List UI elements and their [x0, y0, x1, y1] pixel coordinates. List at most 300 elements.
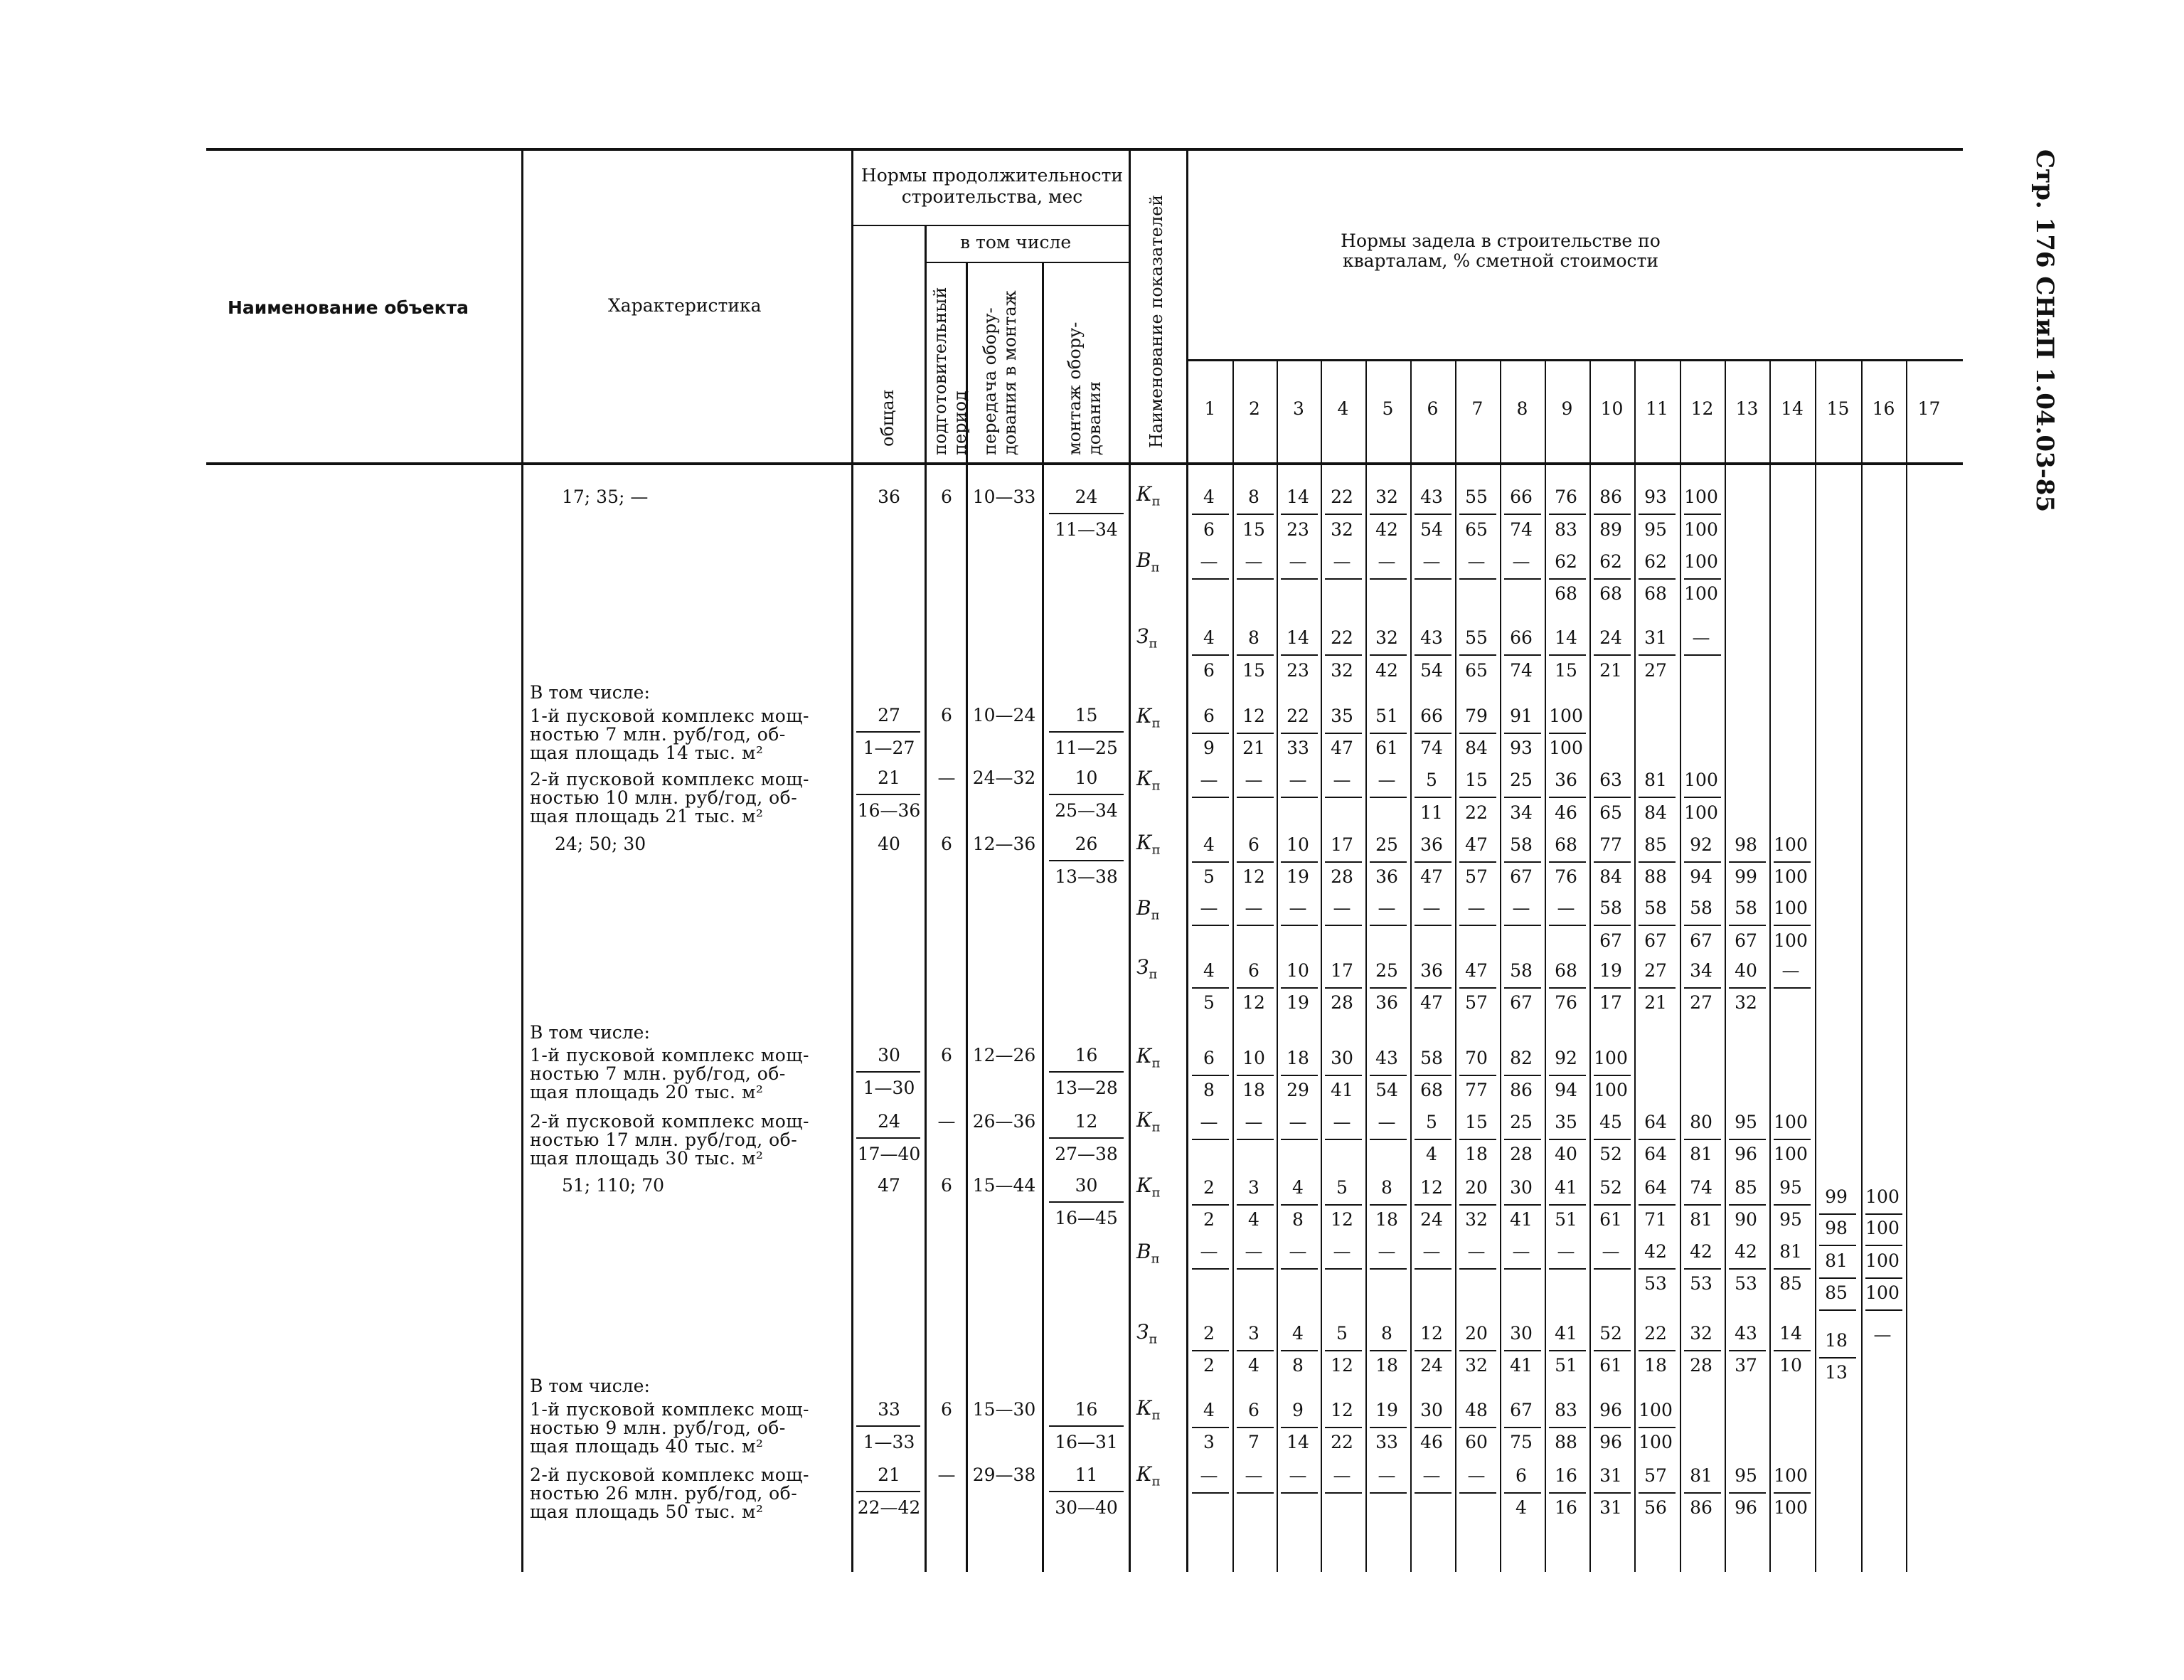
- cell-value: 32: [1375, 627, 1398, 648]
- cell-value: 47: [1331, 738, 1353, 758]
- cell-value: 81: [1644, 770, 1667, 790]
- cell-underline: [1281, 1350, 1318, 1351]
- cell-value: 57: [1465, 866, 1488, 887]
- incl-label: В том числе:: [530, 1376, 650, 1396]
- cell-value: 95: [1779, 1177, 1802, 1198]
- cell-value: 75: [1510, 1432, 1533, 1452]
- cell-value: 95: [1779, 1209, 1802, 1230]
- cell-underline: [1281, 1427, 1318, 1428]
- characteristic-line: ностью 26 млн. руб/год, об-: [530, 1483, 798, 1504]
- characteristic: 51; 110; 70: [562, 1175, 665, 1196]
- indicator-label: $К_п$: [1136, 767, 1161, 794]
- cell-underline: [1281, 1492, 1318, 1494]
- cell-value: 62: [1555, 551, 1577, 572]
- cell-value: —: [1333, 1241, 1351, 1262]
- cell-value: 6: [1203, 706, 1215, 726]
- cell-value: 100: [1774, 930, 1808, 951]
- cell-value: 4: [1248, 1209, 1259, 1230]
- cell-underline: [1504, 987, 1541, 989]
- cell-underline: [1325, 987, 1362, 989]
- cell-value: 18: [1825, 1330, 1848, 1351]
- transfer-value: 10—24: [972, 705, 1036, 725]
- body-quarter-vline: [1500, 464, 1501, 1572]
- cell-value: 32: [1331, 660, 1353, 681]
- cell-value: —: [1378, 1465, 1396, 1486]
- characteristic-line: 2-й пусковой комплекс мощ-: [530, 1464, 809, 1485]
- cell-value: 98: [1735, 834, 1757, 855]
- cell-underline: [1639, 1350, 1676, 1351]
- cell-value: —: [1289, 898, 1307, 918]
- cell-underline: [1281, 925, 1318, 926]
- cell-value: 15: [1242, 660, 1265, 681]
- cell-underline: [1639, 514, 1676, 515]
- cell-underline: [1504, 1139, 1541, 1140]
- prep-value: 6: [941, 1399, 952, 1420]
- cell-value: 19: [1287, 992, 1309, 1013]
- quarter-number: 1: [1204, 398, 1216, 419]
- quarter-vline: [1680, 361, 1681, 464]
- cell-value: 51: [1375, 706, 1398, 726]
- cell-value: —: [1512, 551, 1530, 572]
- cell-value: 52: [1599, 1323, 1622, 1344]
- cell-underline: [1415, 514, 1451, 515]
- cell-underline: [1774, 1268, 1811, 1270]
- cell-underline: [1549, 1204, 1586, 1206]
- cell-value: —: [1200, 1241, 1218, 1262]
- cell-underline: [1325, 578, 1362, 580]
- cell-underline: [1192, 514, 1229, 515]
- cell-value: 6: [1203, 519, 1215, 540]
- cell-underline: [1729, 1204, 1766, 1206]
- vline-ind-left: [1129, 149, 1131, 1572]
- cell-value: 10: [1287, 960, 1309, 981]
- total-underline: [856, 1425, 920, 1427]
- indicator-label: $К_п$: [1136, 1396, 1161, 1423]
- cell-underline: [1729, 1350, 1766, 1351]
- cell-value: 94: [1555, 1080, 1577, 1100]
- characteristic-line: щая площадь 20 тыс. м²: [530, 1082, 764, 1102]
- cell-value: 76: [1555, 992, 1577, 1013]
- cell-underline: [1459, 861, 1496, 863]
- cell-underline: [1415, 578, 1451, 580]
- characteristic-line: ностью 7 млн. руб/год, об-: [530, 1063, 786, 1084]
- transfer-value: 24—32: [972, 767, 1036, 788]
- cell-value: —: [1467, 1465, 1486, 1486]
- cell-value: 4: [1426, 1144, 1437, 1164]
- cell-value: 20: [1465, 1323, 1488, 1344]
- cell-value: —: [1200, 898, 1218, 918]
- cell-value: 43: [1735, 1323, 1757, 1344]
- cell-value: 41: [1555, 1177, 1577, 1198]
- prep-value: 6: [941, 1175, 952, 1196]
- cell-underline: [1192, 733, 1229, 734]
- cell-value: 91: [1510, 706, 1533, 726]
- cell-value: 60: [1465, 1432, 1488, 1452]
- cell-underline: [1370, 925, 1407, 926]
- indicator-label: $З_п$: [1136, 624, 1158, 652]
- cell-value: 25: [1375, 960, 1398, 981]
- cell-value: 4: [1248, 1355, 1259, 1376]
- mount-underline: [1049, 794, 1124, 795]
- mount-underline: [1049, 731, 1124, 733]
- cell-underline: [1192, 1427, 1229, 1428]
- cell-underline: [1504, 1075, 1541, 1076]
- cell-underline: [1192, 1204, 1229, 1206]
- cell-value: —: [1200, 1112, 1218, 1132]
- cell-value: 4: [1516, 1497, 1527, 1518]
- cell-underline: [1192, 925, 1229, 926]
- characteristic-line: 1-й пусковой комплекс мощ-: [530, 706, 809, 726]
- body-quarter-vline: [1680, 464, 1681, 1572]
- cell-value: 67: [1690, 930, 1712, 951]
- cell-value: 42: [1690, 1241, 1712, 1262]
- cell-value: 22: [1287, 706, 1309, 726]
- cell-underline: [1415, 1139, 1451, 1140]
- cell-underline: [1237, 654, 1274, 656]
- header-zadel: Нормы задела в строительстве по кварталам, % сметной стоимости: [1341, 230, 1661, 271]
- characteristic-line: щая площадь 40 тыс. м²: [530, 1436, 764, 1457]
- body-quarter-vline: [1321, 464, 1322, 1572]
- cell-underline: [1325, 925, 1362, 926]
- indicator-label: $З_п$: [1136, 1320, 1158, 1347]
- body-quarter-vline: [1815, 464, 1816, 1572]
- transfer-value: 12—26: [972, 1045, 1036, 1065]
- cell-underline: [1774, 1139, 1811, 1140]
- cell-underline: [1684, 578, 1721, 580]
- transfer-value: 26—36: [972, 1111, 1036, 1132]
- cell-value: 86: [1690, 1497, 1712, 1518]
- cell-underline: [1594, 514, 1631, 515]
- cell-value: 100: [1684, 551, 1718, 572]
- cell-underline: [1639, 925, 1676, 926]
- mount-value: 10: [1075, 767, 1098, 788]
- cell-value: 19: [1287, 866, 1309, 887]
- cell-underline: [1549, 987, 1586, 989]
- cell-value: 51: [1555, 1355, 1577, 1376]
- prep-value: —: [937, 1464, 956, 1485]
- indicator-label: $З_п$: [1136, 955, 1158, 982]
- cell-underline: [1281, 654, 1318, 656]
- cell-underline: [1459, 733, 1496, 734]
- cell-value: 3: [1248, 1323, 1259, 1344]
- cell-underline: [1684, 987, 1721, 989]
- cell-underline: [1594, 925, 1631, 926]
- cell-underline: [1237, 1350, 1274, 1351]
- cell-underline: [1459, 578, 1496, 580]
- cell-value: 5: [1426, 1112, 1437, 1132]
- cell-value: —: [1557, 1241, 1575, 1262]
- cell-value: 64: [1644, 1112, 1667, 1132]
- cell-underline: [1729, 861, 1766, 863]
- hline-quarters-split: [1188, 359, 1963, 361]
- cell-value: 85: [1644, 834, 1667, 855]
- cell-value: 96: [1599, 1400, 1622, 1420]
- cell-value: 100: [1549, 738, 1583, 758]
- cell-value: 15: [1465, 770, 1488, 790]
- cell-value: 88: [1644, 866, 1667, 887]
- cell-underline: [1639, 797, 1676, 798]
- cell-value: 98: [1825, 1218, 1848, 1238]
- cell-value: —: [1333, 770, 1351, 790]
- cell-value: 68: [1420, 1080, 1443, 1100]
- cell-value: 58: [1510, 960, 1533, 981]
- cell-value: 2: [1203, 1177, 1215, 1198]
- total-value: 30: [878, 1045, 900, 1065]
- cell-value: 36: [1420, 960, 1443, 981]
- cell-value: 100: [1865, 1250, 1900, 1271]
- cell-value: —: [1245, 898, 1263, 918]
- total-underline: [856, 1137, 920, 1139]
- vline-mount-left: [1042, 263, 1044, 1572]
- total-value: 47: [878, 1175, 900, 1196]
- cell-value: 43: [1420, 627, 1443, 648]
- cell-value: 100: [1594, 1048, 1628, 1068]
- cell-value: 86: [1599, 487, 1622, 507]
- characteristic-line: 1-й пусковой комплекс мощ-: [530, 1399, 809, 1420]
- cell-underline: [1729, 987, 1766, 989]
- cell-value: 68: [1555, 960, 1577, 981]
- cell-underline: [1594, 1492, 1631, 1494]
- cell-value: 17: [1331, 960, 1353, 981]
- cell-underline: [1639, 1139, 1676, 1140]
- cell-value: —: [1467, 551, 1486, 572]
- cell-underline: [1549, 733, 1586, 734]
- mount-range: 25—34: [1055, 800, 1118, 821]
- cell-value: 18: [1375, 1355, 1398, 1376]
- cell-underline: [1192, 1350, 1229, 1351]
- cell-value: 4: [1292, 1323, 1304, 1344]
- cell-underline: [1325, 514, 1362, 515]
- cell-value: 62: [1644, 551, 1667, 572]
- cell-underline: [1774, 1204, 1811, 1206]
- cell-value: 8: [1381, 1323, 1392, 1344]
- cell-value: —: [1422, 1241, 1441, 1262]
- cell-value: 84: [1644, 802, 1667, 823]
- cell-value: 12: [1331, 1209, 1353, 1230]
- mount-range: 16—45: [1055, 1208, 1118, 1228]
- cell-value: 5: [1203, 992, 1215, 1013]
- cell-value: 15: [1555, 660, 1577, 681]
- cell-value: 96: [1735, 1497, 1757, 1518]
- cell-underline: [1639, 1427, 1676, 1428]
- cell-underline: [1459, 1492, 1496, 1494]
- cell-underline: [1594, 1204, 1631, 1206]
- cell-underline: [1504, 1492, 1541, 1494]
- cell-value: 62: [1599, 551, 1622, 572]
- body-quarter-vline: [1232, 464, 1234, 1572]
- cell-underline: [1459, 797, 1496, 798]
- characteristic-line: 2-й пусковой комплекс мощ-: [530, 1111, 809, 1132]
- cell-underline: [1504, 1204, 1541, 1206]
- cell-underline: [1549, 797, 1586, 798]
- header-transfer: передача оборудования в монтаж: [980, 290, 1020, 455]
- mount-value: 12: [1075, 1111, 1098, 1132]
- body-quarter-vline: [1589, 464, 1591, 1572]
- cell-underline: [1281, 514, 1318, 515]
- cell-underline: [1281, 578, 1318, 580]
- cell-underline: [1192, 578, 1229, 580]
- cell-value: 94: [1690, 866, 1712, 887]
- cell-value: 66: [1510, 627, 1533, 648]
- cell-value: 5: [1426, 770, 1437, 790]
- transfer-value: 15—30: [972, 1399, 1036, 1420]
- mount-underline: [1049, 860, 1124, 861]
- mount-range: 11—25: [1055, 738, 1118, 758]
- cell-value: 43: [1420, 487, 1443, 507]
- total-value: 27: [878, 705, 900, 725]
- incl-label: В том числе:: [530, 682, 650, 703]
- cell-underline: [1325, 654, 1362, 656]
- cell-value: 32: [1465, 1209, 1488, 1230]
- cell-underline: [1459, 654, 1496, 656]
- cell-value: 22: [1331, 1432, 1353, 1452]
- cell-underline: [1325, 1268, 1362, 1270]
- cell-underline: [1594, 1350, 1631, 1351]
- body-quarter-vline: [1725, 464, 1726, 1572]
- cell-value: 82: [1510, 1048, 1533, 1068]
- cell-value: —: [1512, 1241, 1530, 1262]
- cell-value: —: [1289, 1465, 1307, 1486]
- cell-value: 89: [1599, 519, 1622, 540]
- cell-underline: [1504, 1268, 1541, 1270]
- cell-underline: [1192, 1139, 1229, 1140]
- cell-underline: [1819, 1357, 1856, 1359]
- cell-value: 6: [1248, 1400, 1259, 1420]
- cell-value: 77: [1465, 1080, 1488, 1100]
- cell-value: 99: [1825, 1186, 1848, 1207]
- indicator-label: $К_п$: [1136, 1044, 1161, 1071]
- cell-underline: [1594, 797, 1631, 798]
- quarter-number: 14: [1781, 398, 1804, 419]
- cell-underline: [1774, 925, 1811, 926]
- mount-value: 30: [1075, 1175, 1098, 1196]
- mount-range: 27—38: [1055, 1144, 1118, 1164]
- cell-underline: [1370, 861, 1407, 863]
- cell-underline: [1415, 654, 1451, 656]
- cell-value: 85: [1779, 1273, 1802, 1294]
- cell-value: 18: [1465, 1144, 1488, 1164]
- cell-underline: [1639, 861, 1676, 863]
- cell-value: 35: [1331, 706, 1353, 726]
- total-underline: [856, 731, 920, 733]
- total-value: 21: [878, 1464, 900, 1485]
- cell-value: 42: [1735, 1241, 1757, 1262]
- cell-value: 17: [1331, 834, 1353, 855]
- cell-underline: [1549, 1268, 1586, 1270]
- cell-value: 55: [1465, 487, 1488, 507]
- cell-value: 45: [1599, 1112, 1622, 1132]
- cell-value: 6: [1203, 1048, 1215, 1068]
- cell-value: 47: [1420, 992, 1443, 1013]
- cell-value: 4: [1203, 1400, 1215, 1420]
- mount-underline: [1049, 1425, 1124, 1427]
- cell-value: 24: [1420, 1209, 1443, 1230]
- cell-underline: [1729, 1268, 1766, 1270]
- cell-value: 23: [1287, 519, 1309, 540]
- cell-value: 100: [1774, 1497, 1808, 1518]
- quarter-number: 15: [1826, 398, 1850, 419]
- cell-value: —: [1333, 1465, 1351, 1486]
- total-value: 24: [878, 1111, 900, 1132]
- cell-value: —: [1602, 1241, 1620, 1262]
- cell-value: 8: [1203, 1080, 1215, 1100]
- cell-underline: [1237, 797, 1274, 798]
- cell-value: 22: [1331, 627, 1353, 648]
- cell-value: 30: [1331, 1048, 1353, 1068]
- quarter-number: 4: [1337, 398, 1349, 419]
- cell-value: 18: [1242, 1080, 1265, 1100]
- cell-value: 4: [1203, 834, 1215, 855]
- body-quarter-vline: [1769, 464, 1771, 1572]
- cell-value: 58: [1420, 1048, 1443, 1068]
- quarter-number: 13: [1735, 398, 1759, 419]
- mount-value: 26: [1075, 834, 1098, 854]
- cell-underline: [1415, 925, 1451, 926]
- cell-underline: [1459, 1427, 1496, 1428]
- cell-value: 67: [1644, 930, 1667, 951]
- mount-underline: [1049, 1071, 1124, 1073]
- transfer-value: 15—44: [972, 1175, 1036, 1196]
- cell-underline: [1237, 1427, 1274, 1428]
- cell-value: 30: [1510, 1323, 1533, 1344]
- cell-value: 29: [1287, 1080, 1309, 1100]
- cell-value: 95: [1735, 1112, 1757, 1132]
- cell-value: 22: [1465, 802, 1488, 823]
- cell-value: 6: [1248, 960, 1259, 981]
- cell-value: 24: [1599, 627, 1622, 648]
- quarter-vline: [1861, 361, 1863, 464]
- cell-underline: [1774, 861, 1811, 863]
- indicator-label: $В_п$: [1136, 1240, 1160, 1267]
- cell-value: 30: [1420, 1400, 1443, 1420]
- cell-value: 54: [1375, 1080, 1398, 1100]
- header-prep: подготовительный период: [930, 287, 970, 455]
- cell-value: 34: [1690, 960, 1712, 981]
- characteristic-line: щая площадь 14 тыс. м²: [530, 743, 764, 763]
- cell-value: 12: [1242, 866, 1265, 887]
- quarter-vline: [1500, 361, 1501, 464]
- cell-value: 8: [1248, 487, 1259, 507]
- cell-underline: [1281, 861, 1318, 863]
- total-range: 1—33: [863, 1432, 915, 1452]
- characteristic-line: ностью 10 млн. руб/год, об-: [530, 787, 798, 808]
- cell-value: 96: [1735, 1144, 1757, 1164]
- vline-char-left: [521, 149, 523, 1572]
- cell-value: 65: [1465, 660, 1488, 681]
- cell-underline: [1237, 1492, 1274, 1494]
- cell-value: 14: [1287, 627, 1309, 648]
- cell-value: —: [1245, 551, 1263, 572]
- cell-value: 84: [1465, 738, 1488, 758]
- prep-value: 6: [941, 705, 952, 725]
- cell-value: —: [1333, 551, 1351, 572]
- cell-value: —: [1692, 627, 1710, 648]
- cell-value: 21: [1644, 992, 1667, 1013]
- cell-underline: [1325, 1492, 1362, 1494]
- mount-value: 15: [1075, 705, 1098, 725]
- indicator-label: $К_п$: [1136, 1108, 1161, 1135]
- cell-value: 67: [1510, 1400, 1533, 1420]
- cell-value: 27: [1690, 992, 1712, 1013]
- quarter-number: 9: [1561, 398, 1573, 419]
- cell-underline: [1594, 1075, 1631, 1076]
- cell-underline: [1370, 1139, 1407, 1140]
- cell-value: —: [1245, 770, 1263, 790]
- cell-value: 58: [1735, 898, 1757, 918]
- quarter-number: 5: [1382, 398, 1394, 419]
- prep-value: 6: [941, 487, 952, 507]
- cell-value: 6: [1516, 1465, 1527, 1486]
